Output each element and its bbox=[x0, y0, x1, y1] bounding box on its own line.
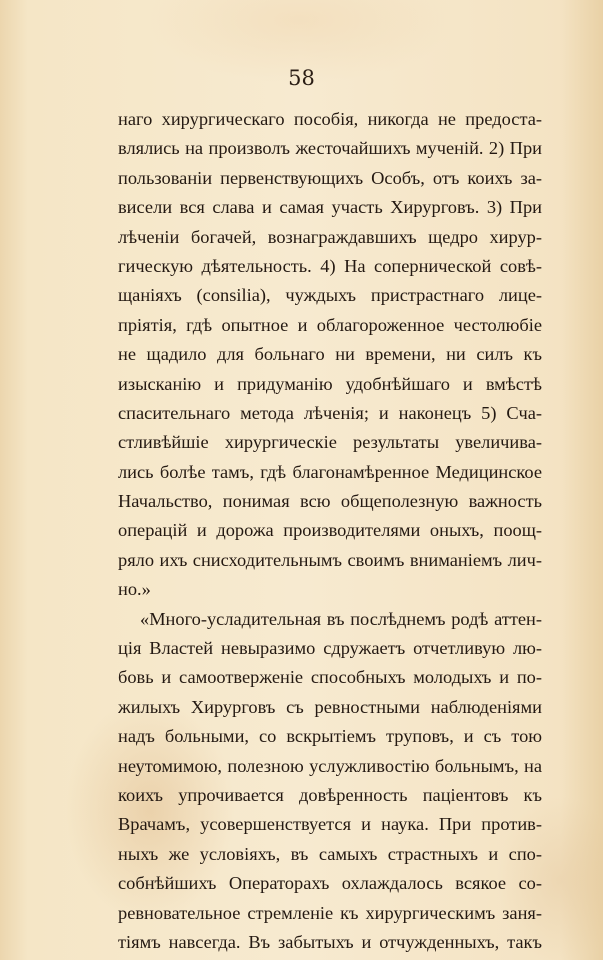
text-line: собнѣйшихъ Операторахъ охлаждалось всякое со- bbox=[118, 873, 542, 894]
text-line: надъ больными, со вскрытіемъ труповъ, и съ тою bbox=[118, 726, 542, 747]
text-line: ряло ихъ снисходительнымъ своимъ вниманіемъ лич- bbox=[118, 549, 542, 570]
text-line: стливѣйшіе хирургическіе результаты увеличива- bbox=[118, 432, 542, 453]
text-line: лись болѣе тамъ, гдѣ благонамѣренное Медицинское bbox=[118, 461, 542, 482]
page-number: 58 bbox=[288, 66, 315, 90]
text-line: ныхъ же условіяхъ, въ самыхъ страстныхъ и спо- bbox=[118, 843, 542, 864]
text-line: тіямъ навсегда. Въ забытыхъ и отчужденныхъ, такъ bbox=[118, 931, 542, 952]
text-line: ревновательное стремленіе къ хирургическимъ заня- bbox=[118, 902, 542, 923]
text-line: лѣченіи богачей, вознаграждавшихъ щедро хирур- bbox=[118, 226, 542, 247]
text-line: коихъ упрочивается довѣренность пацiентовъ къ bbox=[118, 784, 542, 805]
text-line: ція Властей невыразимо сдружаетъ отчетливую лю- bbox=[118, 638, 542, 659]
text-line: гическую дѣятельность. 4) На сопернической совѣ- bbox=[118, 255, 542, 276]
text-line: жилыхъ Хирурговъ съ ревностными наблюденіями bbox=[118, 696, 542, 717]
text-line: спасительнаго метода лѣченія; и наконецъ 5) Сча- bbox=[118, 402, 542, 423]
text-line: Врачамъ, усовершенствуется и наука. При против- bbox=[118, 814, 542, 835]
text-line: щаніяхъ (consilia), чуждыхъ пристрастнаго лице- bbox=[118, 285, 542, 306]
text-line: операцій и дорожа производителями оныхъ, поощ- bbox=[118, 520, 542, 541]
paragraph-start-line: «Много-усладительная въ послѣднемъ родѣ аттен- bbox=[140, 608, 542, 629]
text-line: висели вся слава и самая участь Хирурговъ. 3) При bbox=[118, 197, 542, 218]
paragraph-end-line: но.» bbox=[118, 579, 151, 600]
text-line: неутомимою, полезною услужливостію больнымъ, на bbox=[118, 755, 542, 776]
text-line: пріятія, гдѣ опытное и облагороженное честолюбіе bbox=[118, 314, 542, 335]
text-body bbox=[118, 105, 542, 957]
text-line: бовь и самоотверженіе способныхъ молодыхъ и по- bbox=[118, 667, 542, 688]
text-line: не щадило для больнаго ни времени, ни силъ къ bbox=[118, 344, 542, 365]
text-line: наго хирургическаго пособія, никогда не предоста- bbox=[118, 109, 542, 129]
text-line: Начальство, понимая всю общеполезную важность bbox=[118, 491, 542, 512]
text-line: влялись на произволъ жесточайшихъ мученій. 2) При bbox=[118, 138, 542, 159]
text-line: пользованіи первенствующихъ Особъ, отъ коихъ за- bbox=[118, 167, 542, 188]
text-line: изысканію и придуманію удобнѣйшаго и вмѣстѣ bbox=[118, 373, 542, 394]
